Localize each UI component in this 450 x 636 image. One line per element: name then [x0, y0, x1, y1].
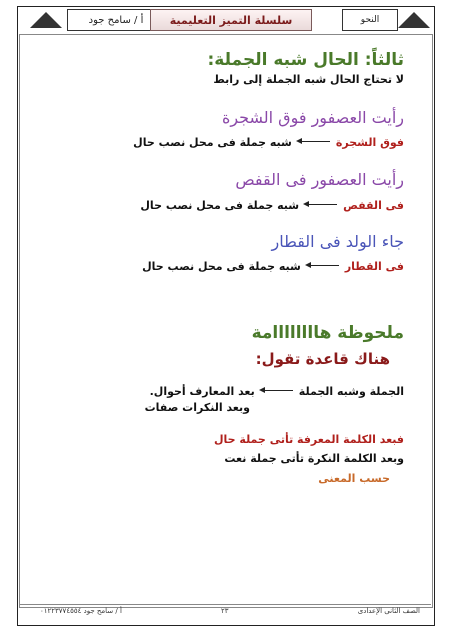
example-3-part: فى القطار	[344, 260, 404, 273]
footer-contact: أ / سامح جود ٠١٢٢٣٧٧٤٥٥٤	[40, 607, 122, 615]
arrow-left-icon	[305, 204, 337, 205]
rule-line-1-a: الجملة وشبه الجملة	[298, 385, 404, 398]
rule-line-2: وبعد النكرات صفات	[144, 401, 250, 414]
example-1-part: فوق الشجرة	[335, 136, 404, 149]
rule-line-1	[150, 382, 404, 398]
example-2-sentence: رأيت العصفور فى القفص	[235, 170, 404, 189]
by-meaning: حسب المعنى	[318, 472, 390, 485]
example-1-sentence: رأيت العصفور فوق الشجرة	[221, 108, 404, 127]
arrow-left-icon	[307, 265, 339, 266]
footer-page-number: ٢٣	[221, 607, 229, 615]
after-definite: فبعد الكلمة المعرفة تأتى جملة حال	[213, 433, 404, 446]
rule-line-1-b: بعد المعارف أحوال.	[149, 385, 255, 398]
footer-grade: الصف الثانى الإعدادى	[357, 607, 420, 615]
arrow-left-icon	[261, 390, 293, 391]
note-title: ملحوظة هاااااااامة	[251, 323, 404, 343]
header-author: أ / سامح جود	[67, 9, 165, 31]
section-title: ثالثاً: الحال شبه الجملة:	[207, 50, 404, 70]
example-2-desc: شبه جملة فى محل نصب حال	[140, 199, 300, 212]
example-2-analysis	[140, 196, 404, 212]
triangle-ornament-icon	[30, 12, 62, 28]
header-subject: النحو	[342, 9, 398, 31]
after-indefinite: وبعد الكلمة النكرة تأتى جملة نعت	[224, 452, 404, 465]
section-note: لا تحتاج الحال شبه الجملة إلى رابط	[213, 73, 404, 86]
example-2-part: فى القفص	[343, 199, 404, 212]
rule-title: هناك قاعدة تقول:	[255, 350, 390, 368]
example-3-sentence: جاء الولد فى القطار	[271, 232, 404, 251]
arrow-left-icon	[298, 141, 330, 142]
example-3-analysis	[142, 257, 404, 273]
example-3-desc: شبه جملة فى محل نصب حال	[142, 260, 301, 273]
footer-divider	[19, 604, 431, 605]
example-1-analysis	[133, 133, 404, 149]
example-1-desc: شبه جملة فى محل نصب حال	[133, 136, 292, 149]
triangle-ornament-icon	[398, 12, 430, 28]
header-series-title: سلسلة التميز التعليمية	[150, 9, 312, 31]
